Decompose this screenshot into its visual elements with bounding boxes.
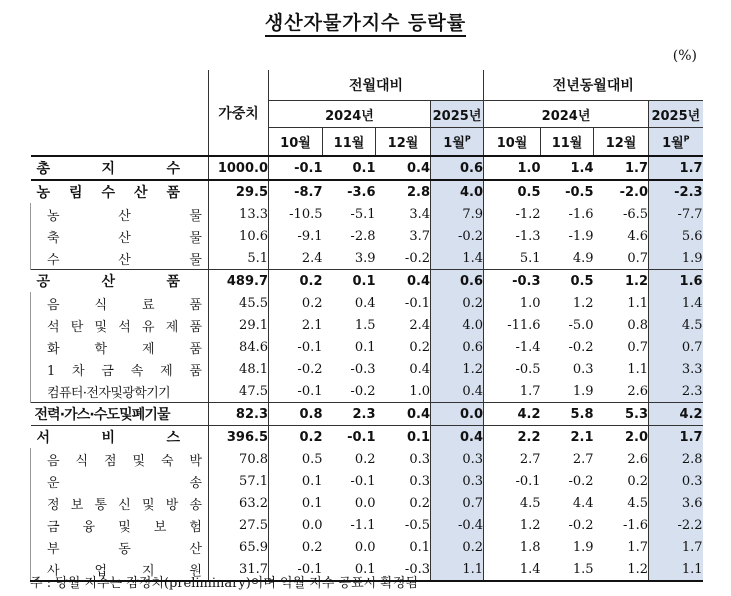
row-label: 총 지 수 — [31, 156, 209, 180]
footnote: 주 : 당월 지수는 잠정치(preliminary)이며 익월 지수 공표시 확정됨 — [30, 576, 419, 591]
cell-mom-4: 0.4 — [431, 380, 484, 403]
cell-yoy-3: 2.6 — [627, 383, 649, 399]
cell-yoy-3: 4.6 — [627, 228, 649, 244]
cell-mom-4: 0.2 — [431, 536, 484, 558]
cell-mom-1: 0.2 — [269, 270, 323, 293]
cell-mom-4: 1.4 — [431, 247, 484, 270]
row-label: 농 산 물 — [31, 203, 209, 225]
cell-yoy-1: -1.4 — [484, 336, 541, 358]
prelim-mark: P — [683, 134, 690, 144]
cell-mom-3: 2.4 — [409, 317, 430, 333]
cell-mom-2: -0.1 — [350, 473, 376, 489]
cell-mom-3: 0.4 — [409, 361, 430, 377]
table-row — [31, 470, 703, 492]
row-weight: 5.1 — [209, 247, 269, 270]
row-label: 정 보 통 신 및 방 송 — [31, 492, 209, 514]
row-label: 음 식 료 품 — [31, 292, 209, 314]
table-title-text: 생산자물가지수 등락률 — [265, 12, 466, 37]
header-yoy-2024: 2024년 — [484, 101, 649, 128]
cell-yoy-2: -1.9 — [568, 228, 594, 244]
cell-yoy-3: 2.6 — [627, 451, 649, 467]
cell-mom-2: 2.3 — [323, 403, 376, 426]
cell-yoy-1: 0.5 — [484, 180, 541, 203]
cell-yoy-1: 1.4 — [484, 558, 541, 581]
row-weight: 29.5 — [209, 180, 269, 203]
row-label: 축 산 물 — [31, 225, 209, 247]
header-item — [31, 70, 209, 156]
cell-yoy-2: -0.2 — [568, 473, 594, 489]
cell-yoy-2: 1.5 — [541, 558, 594, 581]
cell-yoy-2: 1.9 — [572, 539, 594, 555]
cell-mom-4: 0.0 — [431, 403, 484, 426]
cell-mom-1: -10.5 — [289, 206, 323, 222]
header-mom-2025: 2025년 — [431, 101, 484, 128]
cell-yoy-3: 1.7 — [594, 156, 649, 180]
cell-mom-1: -9.1 — [297, 228, 323, 244]
cell-mom-1: 2.1 — [301, 317, 323, 333]
unit-label: (%) — [672, 48, 697, 64]
cell-yoy-2: -0.2 — [568, 339, 594, 355]
row-label: 부 동 산 — [31, 536, 209, 558]
cell-mom-1: -0.2 — [297, 361, 323, 377]
cell-yoy-4: 1.4 — [649, 292, 703, 314]
table-row — [31, 247, 703, 270]
cell-yoy-3: 0.8 — [627, 317, 649, 333]
cell-mom-2: 3.9 — [354, 250, 376, 266]
cell-mom-1: 0.0 — [301, 517, 323, 533]
cell-yoy-1: 1.2 — [484, 514, 541, 536]
cell-mom-4: 1.1 — [431, 558, 484, 581]
cell-mom-3: 2.8 — [376, 180, 431, 203]
table-row — [31, 492, 703, 514]
cell-yoy-3: 4.5 — [627, 495, 649, 511]
cell-mom-3: 0.3 — [409, 451, 430, 467]
cell-yoy-4: 1.6 — [649, 270, 703, 293]
cell-mom-2: 1.5 — [354, 317, 376, 333]
cell-yoy-3: -6.5 — [622, 206, 649, 222]
cell-yoy-3: 1.1 — [627, 295, 649, 311]
cell-mom-3: 3.7 — [409, 228, 430, 244]
cell-mom-3: 0.4 — [376, 403, 431, 426]
cell-mom-4: 0.2 — [431, 292, 484, 314]
row-label: 공 산 품 — [31, 270, 209, 293]
table-row — [31, 314, 703, 336]
header-mom-m2: 11월 — [323, 128, 376, 157]
cell-yoy-2: 1.9 — [572, 383, 594, 399]
cell-yoy-4: 2.8 — [649, 448, 703, 470]
cell-mom-2: -1.1 — [350, 517, 376, 533]
cell-yoy-2: 1.2 — [572, 295, 594, 311]
row-label: 운 송 — [31, 470, 209, 492]
header-yoy-m4 — [649, 128, 703, 157]
cell-mom-4: -0.2 — [431, 225, 484, 247]
row-label: 석 탄 및 석 유 제 품 — [31, 314, 209, 336]
cell-yoy-3: 0.7 — [627, 339, 649, 355]
cell-mom-4: 0.6 — [431, 270, 484, 293]
row-label: 농 림 수 산 품 — [31, 180, 209, 203]
cell-yoy-4: 4.2 — [649, 403, 703, 426]
cell-yoy-4: -2.2 — [649, 514, 703, 536]
cell-mom-2: -0.3 — [350, 361, 376, 377]
cell-yoy-3: 5.3 — [594, 403, 649, 426]
cell-yoy-1: 1.0 — [484, 292, 541, 314]
cell-mom-3: 1.0 — [409, 383, 430, 399]
cell-mom-4: 0.6 — [431, 156, 484, 180]
row-label: 음 식 점 및 숙 박 — [31, 448, 209, 470]
cell-yoy-2: -1.6 — [568, 206, 594, 222]
cell-mom-2: -0.2 — [350, 383, 376, 399]
cell-yoy-3: 2.0 — [594, 426, 649, 449]
row-weight: 47.5 — [209, 380, 269, 403]
row-label: 서 비 스 — [31, 426, 209, 449]
row-weight: 27.5 — [209, 514, 269, 536]
header-weight: 가중치 — [209, 70, 269, 156]
cell-mom-3: -0.3 — [376, 558, 431, 581]
cell-mom-1: 0.1 — [301, 495, 323, 511]
cell-mom-4: 1.2 — [431, 358, 484, 380]
table-row — [31, 536, 703, 558]
table-row — [31, 156, 703, 180]
table-row — [31, 448, 703, 470]
row-weight: 29.1 — [209, 314, 269, 336]
header-yoy-2025: 2025년 — [649, 101, 703, 128]
cell-mom-3: 0.4 — [376, 156, 431, 180]
table-row — [31, 336, 703, 358]
cell-mom-1: -0.1 — [269, 558, 323, 581]
table-row — [31, 180, 703, 203]
header-mom-m4-text: 1월 — [443, 136, 465, 151]
cell-mom-2: -2.8 — [350, 228, 376, 244]
cell-mom-3: 0.1 — [376, 426, 431, 449]
cell-mom-1: 0.1 — [301, 473, 323, 489]
cell-yoy-3: 0.2 — [627, 473, 649, 489]
cell-mom-2: 0.1 — [323, 270, 376, 293]
row-label: 전력·가스·수도및폐기물 — [31, 403, 209, 426]
row-weight: 489.7 — [209, 270, 269, 293]
cell-yoy-2: -0.2 — [568, 517, 594, 533]
cell-mom-1: 0.2 — [301, 539, 323, 555]
cell-mom-3: 0.2 — [409, 495, 430, 511]
table-row — [31, 203, 703, 225]
header-yoy-m3: 12월 — [594, 128, 649, 157]
cell-yoy-1: 4.2 — [484, 403, 541, 426]
row-weight: 10.6 — [209, 225, 269, 247]
cell-mom-2: -0.1 — [323, 426, 376, 449]
cell-mom-1: 0.5 — [301, 451, 323, 467]
cell-yoy-4: 4.5 — [649, 314, 703, 336]
row-weight: 57.1 — [209, 470, 269, 492]
cell-yoy-4: 1.7 — [649, 156, 703, 180]
cell-mom-4: 0.3 — [431, 448, 484, 470]
cell-mom-3: -0.1 — [404, 295, 430, 311]
cell-yoy-1: -0.5 — [484, 358, 541, 380]
cell-mom-1: -8.7 — [269, 180, 323, 203]
cell-yoy-3: -1.6 — [622, 517, 649, 533]
row-label: 컴퓨터·전자및광학기기 — [31, 380, 209, 403]
cell-mom-4: 4.0 — [431, 314, 484, 336]
cell-yoy-2: 4.4 — [572, 495, 594, 511]
cell-yoy-1: 1.0 — [484, 156, 541, 180]
table-row — [31, 426, 703, 449]
header-yoy-m1: 10월 — [484, 128, 541, 157]
cell-mom-2: 0.1 — [323, 558, 376, 581]
header-yoy-m2: 11월 — [541, 128, 594, 157]
cell-yoy-1: -1.3 — [484, 225, 541, 247]
cell-yoy-1: -0.3 — [484, 270, 541, 293]
cell-yoy-1: 2.7 — [484, 448, 541, 470]
cell-mom-3: -0.2 — [404, 250, 430, 266]
header-yoy-m4-text: 1월 — [662, 136, 684, 151]
cell-yoy-4: 0.7 — [649, 336, 703, 358]
cell-yoy-1: 1.7 — [484, 380, 541, 403]
header-mom: 전월대비 — [269, 70, 484, 101]
cell-yoy-4: 0.3 — [649, 470, 703, 492]
table-title — [0, 8, 731, 35]
cell-mom-4: 0.7 — [431, 492, 484, 514]
cell-yoy-1: -0.1 — [484, 470, 541, 492]
cell-yoy-2: -5.0 — [568, 317, 594, 333]
row-weight: 13.3 — [209, 203, 269, 225]
cell-mom-3: -0.5 — [404, 517, 430, 533]
cell-yoy-2: -0.5 — [541, 180, 594, 203]
cell-yoy-3: 1.7 — [627, 539, 649, 555]
cell-yoy-4: -7.7 — [649, 203, 703, 225]
cell-mom-1: 0.2 — [269, 426, 323, 449]
row-weight: 65.9 — [209, 536, 269, 558]
header-mom-m3: 12월 — [376, 128, 431, 157]
cell-mom-1: 0.2 — [301, 295, 323, 311]
cell-mom-2: -3.6 — [323, 180, 376, 203]
row-label: 사 업 지 원 — [31, 558, 209, 581]
cell-mom-2: -5.1 — [350, 206, 376, 222]
cell-yoy-2: 2.7 — [572, 451, 594, 467]
row-weight: 70.8 — [209, 448, 269, 470]
cell-mom-3: 0.1 — [409, 539, 430, 555]
cell-mom-2: 0.1 — [354, 339, 376, 355]
cell-mom-4: 0.3 — [431, 470, 484, 492]
table-row — [31, 225, 703, 247]
cell-yoy-1: -1.2 — [484, 203, 541, 225]
cell-mom-2: 0.1 — [323, 156, 376, 180]
cell-yoy-4: 1.9 — [649, 247, 703, 270]
row-label: 수 산 물 — [31, 247, 209, 270]
row-label: 1 차 금 속 제 품 — [31, 358, 209, 380]
table-row — [31, 358, 703, 380]
ppi-table — [30, 70, 703, 582]
cell-mom-4: 0.4 — [431, 426, 484, 449]
cell-mom-3: 0.2 — [409, 339, 430, 355]
cell-mom-1: 2.4 — [301, 250, 323, 266]
cell-mom-3: 3.4 — [409, 206, 430, 222]
cell-mom-2: 0.2 — [354, 451, 376, 467]
header-mom-m4 — [431, 128, 484, 157]
cell-yoy-2: 4.9 — [572, 250, 594, 266]
header-mom-m1: 10월 — [269, 128, 323, 157]
cell-yoy-1: 5.1 — [484, 247, 541, 270]
cell-mom-4: 0.6 — [431, 336, 484, 358]
cell-mom-2: 0.0 — [354, 495, 376, 511]
row-weight: 84.6 — [209, 336, 269, 358]
cell-yoy-4: 3.3 — [649, 358, 703, 380]
cell-mom-3: 0.4 — [376, 270, 431, 293]
cell-yoy-4: 3.6 — [649, 492, 703, 514]
cell-yoy-3: -2.0 — [594, 180, 649, 203]
cell-yoy-3: 1.2 — [594, 558, 649, 581]
header-yoy: 전년동월대비 — [484, 70, 703, 101]
cell-yoy-4: 1.1 — [649, 558, 703, 581]
cell-yoy-1: 2.2 — [484, 426, 541, 449]
cell-yoy-4: 5.6 — [649, 225, 703, 247]
cell-yoy-1: 4.5 — [484, 492, 541, 514]
row-weight: 63.2 — [209, 492, 269, 514]
cell-mom-3: 0.3 — [409, 473, 430, 489]
table-body — [31, 156, 703, 581]
row-weight: 1000.0 — [209, 156, 269, 180]
cell-mom-4: -0.4 — [431, 514, 484, 536]
cell-yoy-2: 0.5 — [541, 270, 594, 293]
cell-mom-4: 7.9 — [431, 203, 484, 225]
row-weight: 82.3 — [209, 403, 269, 426]
cell-yoy-3: 1.1 — [627, 361, 649, 377]
cell-yoy-4: 1.7 — [649, 426, 703, 449]
header-mom-2024: 2024년 — [269, 101, 431, 128]
row-weight: 31.7 — [209, 558, 269, 581]
cell-mom-1: -0.1 — [297, 339, 323, 355]
cell-mom-1: -0.1 — [269, 156, 323, 180]
cell-mom-2: 0.4 — [354, 295, 376, 311]
table-row — [31, 292, 703, 314]
cell-yoy-1: 1.8 — [484, 536, 541, 558]
row-weight: 48.1 — [209, 358, 269, 380]
cell-yoy-4: 1.7 — [649, 536, 703, 558]
cell-yoy-1: -11.6 — [484, 314, 541, 336]
row-label: 금 융 및 보 험 — [31, 514, 209, 536]
cell-yoy-2: 1.4 — [541, 156, 594, 180]
cell-mom-1: 0.8 — [269, 403, 323, 426]
cell-yoy-2: 0.3 — [572, 361, 594, 377]
table-row — [31, 380, 703, 403]
table-row — [31, 270, 703, 293]
table-row — [31, 514, 703, 536]
cell-yoy-2: 5.8 — [541, 403, 594, 426]
cell-mom-2: 0.0 — [354, 539, 376, 555]
cell-yoy-3: 0.7 — [627, 250, 649, 266]
cell-yoy-3: 1.2 — [594, 270, 649, 293]
prelim-mark: P — [464, 134, 471, 144]
cell-mom-1: -0.1 — [297, 383, 323, 399]
cell-mom-4: 4.0 — [431, 180, 484, 203]
row-weight: 396.5 — [209, 426, 269, 449]
cell-yoy-4: 2.3 — [649, 380, 703, 403]
row-label: 화 학 제 품 — [31, 336, 209, 358]
row-weight: 45.5 — [209, 292, 269, 314]
cell-yoy-4: -2.3 — [649, 180, 703, 203]
table-row — [31, 403, 703, 426]
cell-yoy-2: 2.1 — [541, 426, 594, 449]
